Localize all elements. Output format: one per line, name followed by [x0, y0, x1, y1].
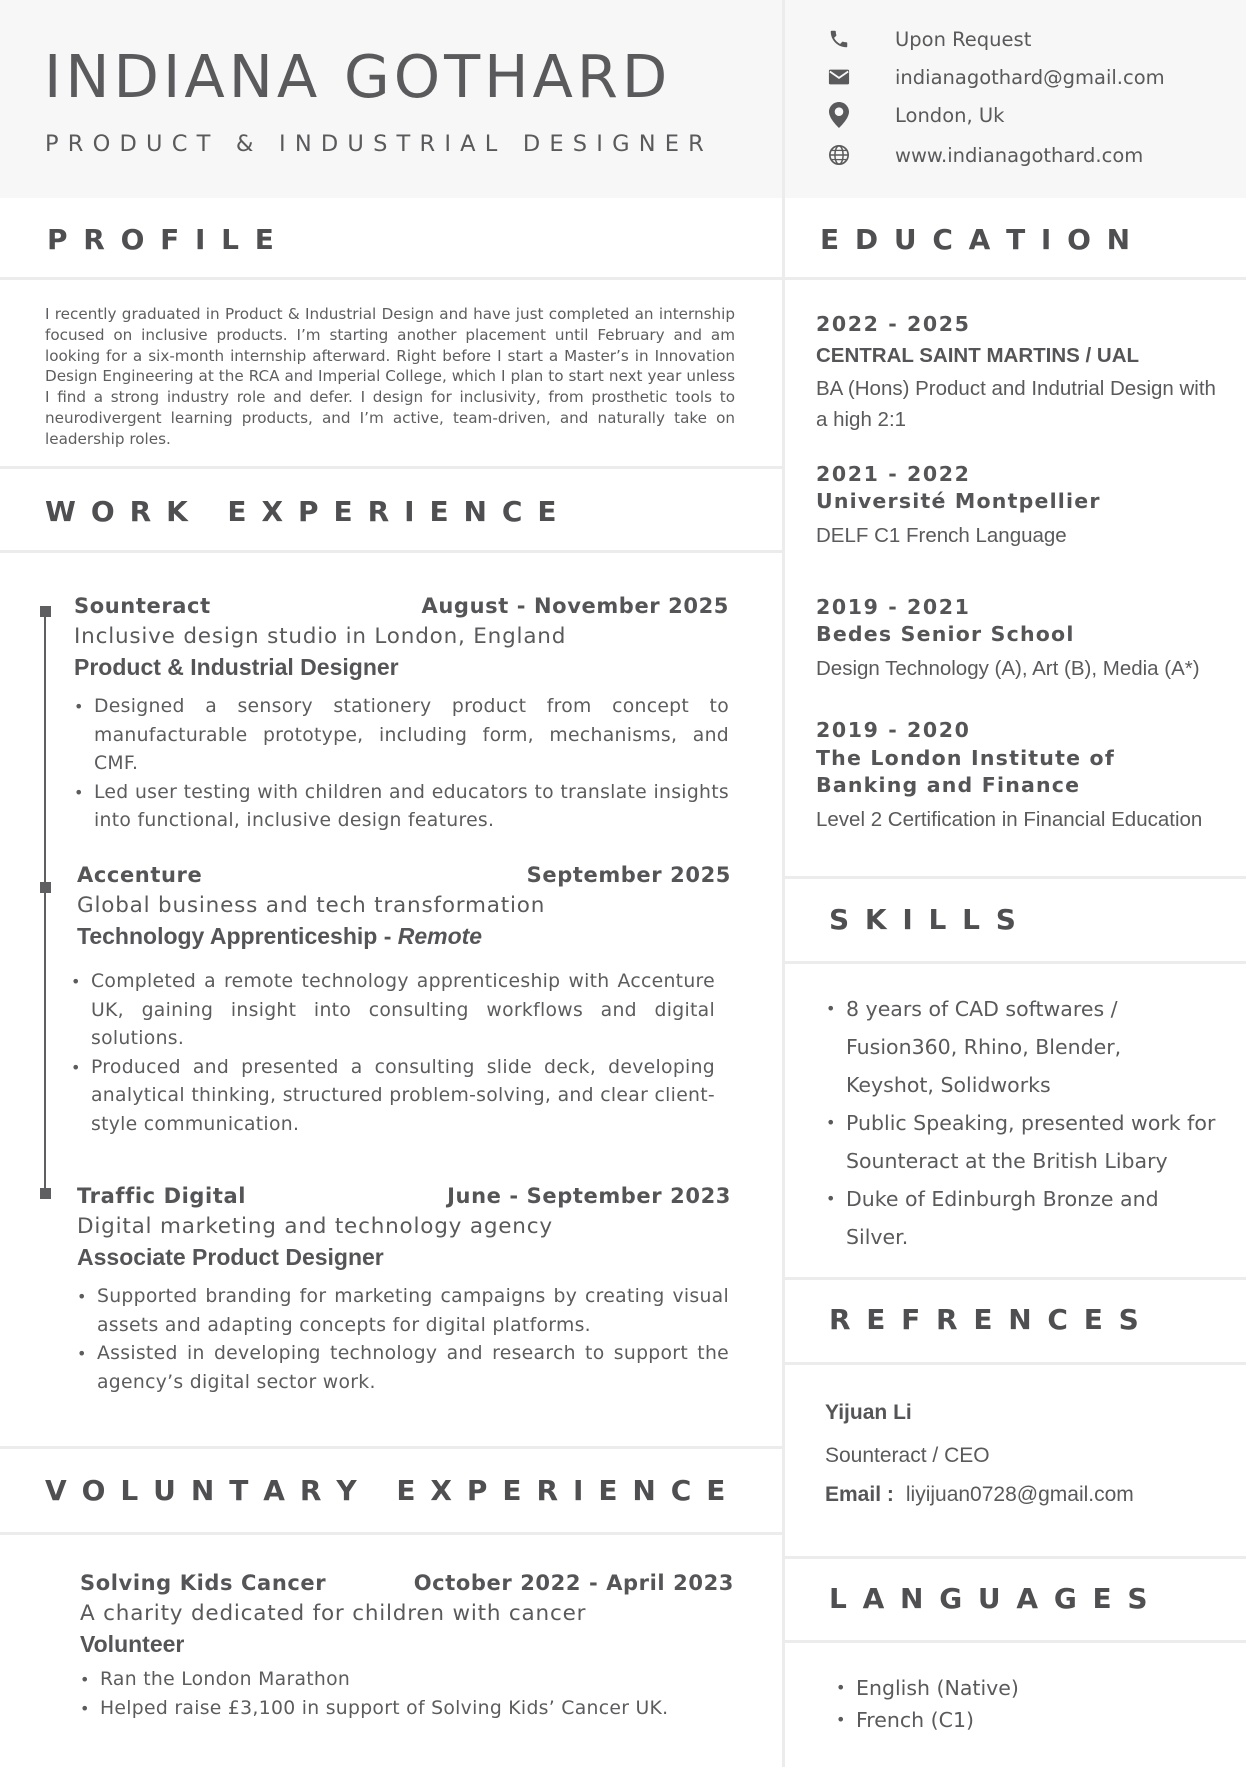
column-divider	[782, 0, 785, 1767]
divider	[785, 1640, 1246, 1643]
work-experience-heading: W O R K E X P E R I E N C E	[45, 495, 560, 528]
job-description: A charity dedicated for children with cancer	[80, 1601, 587, 1626]
list-item: • Public Speaking, presented work for Sounteract at the British Libary	[826, 1104, 1226, 1180]
job-description: Global business and tech transformation	[77, 893, 546, 918]
timeline-line	[44, 610, 46, 1192]
languages-heading: L A N G U A G E S	[829, 1582, 1151, 1615]
skills-list	[826, 990, 1226, 1256]
volunteer-entry	[80, 1571, 734, 1723]
job-role: Product & Industrial Designer	[74, 654, 399, 680]
education-heading: E D U C A T I O N	[820, 223, 1134, 256]
education-item	[816, 312, 1226, 435]
reference-role: Sounteract / CEO	[825, 1444, 990, 1467]
reference-name: Yijuan Li	[825, 1401, 912, 1424]
education-item	[816, 462, 1226, 551]
list-item: • Produced and presented a consulting slide deck, developing analytical thinking, structured problem-solving, and clear client-style communication.	[71, 1054, 715, 1140]
profile-text: I recently graduated in Product & Industrial Design and have just completed an internship focused on inclusive products. I’m starting another placement until February and am looking for a six-month internship afterward. Right before I start a Master’s in Innovation Design Engineering at the RCA and Imperial College, which I plan to start next year unless I find a strong industry role and defer. I design for inclusivity, from prosthetic tools to neurodivergent learning products, and I’m active, team-driven, and naturally take on leadership roles.	[45, 305, 735, 448]
education-item	[816, 718, 1226, 835]
job-date: October 2022 - April 2023	[413, 1571, 734, 1595]
reference-email[interactable]: liyijuan0728@gmail.com	[905, 1483, 1134, 1506]
candidate-name: INDIANA GOTHARD	[44, 42, 672, 111]
education-detail: Design Technology (A), Art (B), Media (A*)	[816, 657, 1200, 680]
divider	[785, 1556, 1246, 1559]
job-bullets	[77, 1283, 729, 1397]
job-role: Associate Product Designer	[77, 1244, 384, 1270]
education-years: 2022 - 2025	[816, 312, 971, 336]
contact-email[interactable]: indianagothard@gmail.com	[895, 66, 1165, 89]
globe-icon	[826, 142, 852, 168]
education-detail: DELF C1 French Language	[816, 524, 1067, 547]
divider	[0, 550, 782, 553]
contact-phone-row	[826, 24, 1032, 54]
voluntary-experience-heading: V O L U N T A R Y E X P E R I E N C E	[45, 1474, 729, 1507]
reference-email-row	[825, 1483, 1134, 1507]
job-role: Technology Apprenticeship - Remote	[77, 923, 483, 949]
divider	[0, 1446, 782, 1449]
job-date: September 2025	[526, 863, 731, 887]
education-item	[816, 595, 1226, 684]
contact-website[interactable]: www.indianagothard.com	[895, 144, 1144, 167]
job-company: Sounteract	[74, 594, 211, 618]
education-years: 2019 - 2021	[816, 595, 971, 619]
languages-list	[836, 1672, 1019, 1736]
list-item: • Designed a sensory stationery product from concept to manufacturable prototype, including form, mechanisms, and CMF.	[74, 693, 729, 779]
job-entry-traffic-digital	[77, 1184, 731, 1397]
timeline-node	[40, 606, 51, 617]
job-entry-sounteract	[74, 594, 729, 836]
education-school: The London Institute of Banking and Finance	[816, 746, 1115, 797]
skills-heading: S K I L L S	[829, 903, 1019, 936]
references-heading: R E F R E N C E S	[829, 1303, 1142, 1336]
timeline-node	[40, 1188, 51, 1199]
job-role: Volunteer	[80, 1631, 185, 1657]
list-item: • Assisted in developing technology and research to support the agency’s digital sector work.	[77, 1340, 729, 1397]
job-description: Digital marketing and technology agency	[77, 1214, 553, 1239]
contact-email-row	[826, 62, 1165, 92]
job-bullets	[71, 968, 715, 1139]
candidate-title: PRODUCT & INDUSTRIAL DESIGNER	[45, 131, 714, 157]
job-date: June - September 2023	[447, 1184, 731, 1208]
education-school: CENTRAL SAINT MARTINS / UAL	[816, 344, 1140, 367]
education-detail: BA (Hons) Product and Indutrial Design with a high 2:1	[816, 377, 1216, 431]
timeline-node	[40, 882, 51, 893]
divider	[785, 1277, 1246, 1280]
list-item: • Supported branding for marketing campaigns by creating visual assets and adapting concepts for digital platforms.	[77, 1283, 729, 1340]
job-bullets	[74, 693, 729, 836]
divider	[785, 876, 1246, 879]
job-description: Inclusive design studio in London, England	[74, 624, 567, 649]
contact-phone: Upon Request	[895, 28, 1032, 51]
list-item: • English (Native)	[836, 1672, 1019, 1704]
divider	[785, 961, 1246, 964]
education-years: 2019 - 2020	[816, 718, 971, 742]
contact-location: London, Uk	[895, 104, 1005, 127]
education-years: 2021 - 2022	[816, 462, 971, 486]
location-pin-icon	[826, 102, 852, 128]
job-date: August - November 2025	[421, 594, 729, 618]
list-item: • Helped raise £3,100 in support of Solving Kids’ Cancer UK.	[80, 1695, 734, 1724]
list-item: • French (C1)	[836, 1704, 1019, 1736]
divider	[0, 466, 782, 469]
divider	[785, 277, 1246, 280]
contact-website-row	[826, 140, 1144, 170]
profile-heading: P R O F I L E	[47, 223, 277, 256]
list-item: • Led user testing with children and educators to translate insights into functional, inclusive design features.	[74, 779, 729, 836]
list-item: • Duke of Edinburgh Bronze and Silver.	[826, 1180, 1186, 1256]
mail-icon	[826, 64, 852, 90]
education-school: Université Montpellier	[816, 489, 1101, 513]
phone-icon	[826, 26, 852, 52]
job-company: Solving Kids Cancer	[80, 1571, 327, 1595]
education-school: Bedes Senior School	[816, 622, 1075, 646]
job-company: Accenture	[77, 863, 203, 887]
divider	[0, 277, 782, 280]
list-item: • Ran the London Marathon	[80, 1666, 734, 1695]
divider	[785, 1362, 1246, 1365]
education-detail: Level 2 Certification in Financial Education	[816, 808, 1203, 831]
list-item: • 8 years of CAD softwares / Fusion360, Rhino, Blender, Keyshot, Solidworks	[826, 990, 1156, 1104]
job-entry-accenture	[77, 863, 731, 1139]
job-company: Traffic Digital	[77, 1184, 247, 1208]
reference-email-label: Email :	[825, 1483, 894, 1506]
list-item: • Completed a remote technology apprenticeship with Accenture UK, gaining insight into consulting workflows and digital solutions.	[71, 968, 715, 1054]
volunteer-bullets	[80, 1666, 734, 1723]
divider	[0, 1532, 782, 1535]
contact-location-row	[826, 100, 1005, 130]
